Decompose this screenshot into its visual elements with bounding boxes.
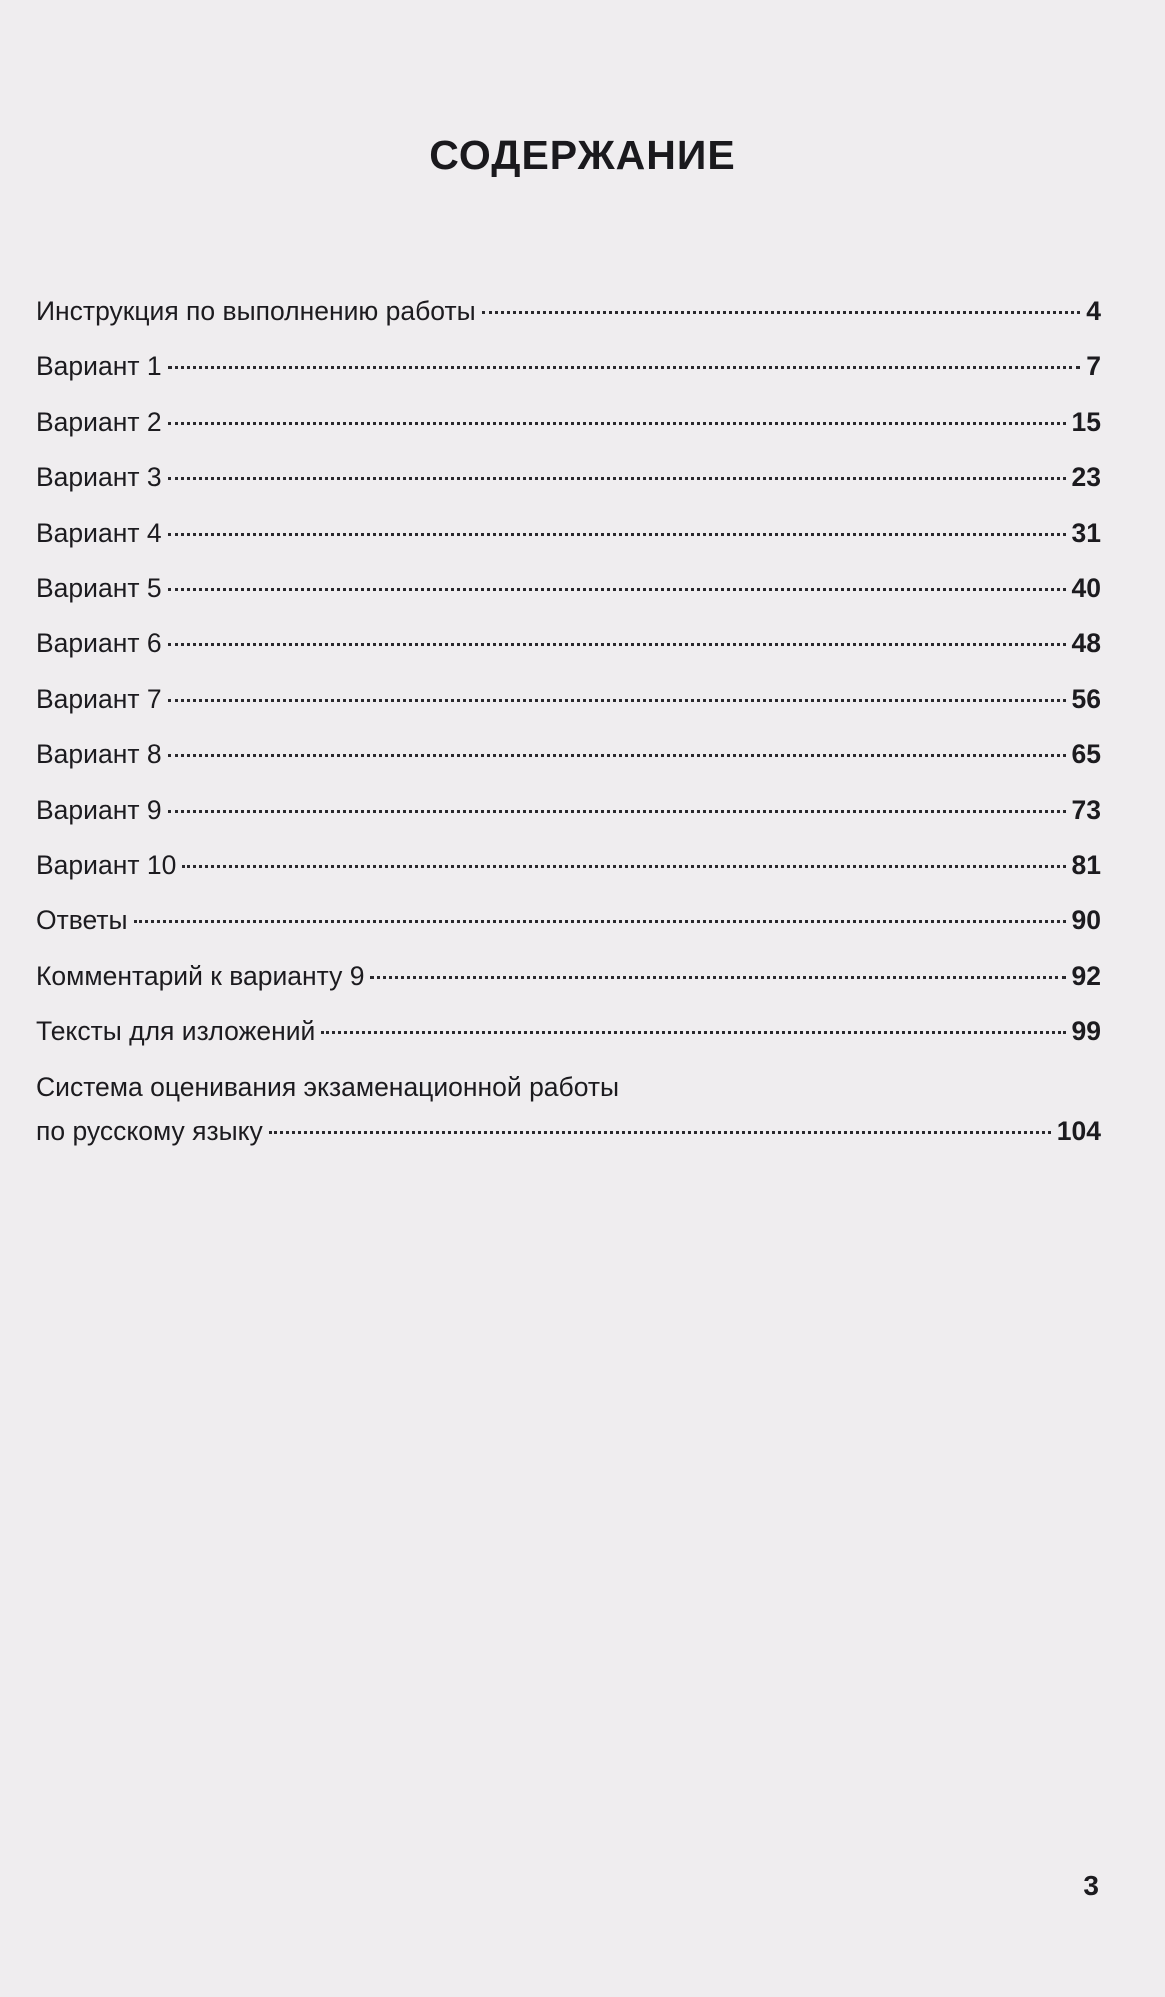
toc-entry-page: 48 — [1071, 628, 1101, 659]
dot-leader — [482, 311, 1081, 314]
toc-entry — [36, 450, 1101, 505]
dot-leader — [168, 643, 1066, 646]
page-heading: СОДЕРЖАНИЕ — [429, 132, 736, 178]
dot-leader — [182, 865, 1065, 868]
page-number: 3 — [1083, 1870, 1099, 1901]
toc-entry-page: 31 — [1071, 517, 1101, 548]
table-of-contents — [36, 284, 1101, 1155]
toc-entry-title: Вариант 7 — [36, 683, 162, 714]
toc-entry-page: 92 — [1071, 960, 1101, 991]
toc-entry-title: Вариант 5 — [36, 572, 162, 603]
dot-leader — [321, 1031, 1065, 1034]
toc-entry-page: 104 — [1056, 1116, 1101, 1147]
toc-entry-page: 7 — [1086, 351, 1101, 382]
toc-entry — [36, 893, 1101, 948]
toc-entry — [36, 672, 1101, 727]
toc-entry — [36, 838, 1101, 893]
toc-entry — [36, 783, 1101, 838]
toc-entry-title: Вариант 9 — [36, 794, 162, 825]
dot-leader — [269, 1131, 1051, 1134]
toc-entry-page: 4 — [1086, 296, 1101, 326]
dot-leader — [168, 699, 1066, 702]
toc-entry-page: 90 — [1071, 905, 1101, 936]
toc-entry-title: Инструкция по выполнению работы — [36, 296, 476, 326]
toc-entry-multiline — [36, 1065, 1101, 1155]
dot-leader — [168, 533, 1066, 536]
dot-leader — [168, 422, 1066, 425]
toc-entry-page: 81 — [1071, 849, 1101, 880]
toc-entry — [36, 284, 1101, 339]
toc-entry-title-line2: по русскому языку — [36, 1116, 263, 1147]
toc-entry-title: Тексты для изложений — [36, 1016, 316, 1047]
toc-entry-title: Комментарий к варианту 9 — [36, 960, 365, 991]
toc-entry-page: 23 — [1071, 462, 1101, 493]
toc-entry-page: 99 — [1071, 1016, 1101, 1047]
toc-entry-title: Вариант 6 — [36, 628, 162, 659]
toc-entry-page: 56 — [1071, 683, 1101, 714]
toc-entry — [36, 616, 1101, 671]
toc-entry-title: Вариант 10 — [36, 849, 177, 880]
toc-entry-title: Вариант 1 — [36, 351, 162, 382]
toc-entry — [36, 1004, 1101, 1059]
dot-leader — [370, 976, 1065, 979]
toc-entry-title: Ответы — [36, 905, 128, 936]
dot-leader — [168, 754, 1066, 757]
toc-entry-page: 73 — [1071, 794, 1101, 825]
dot-leader — [134, 920, 1066, 923]
toc-entry-title: Вариант 3 — [36, 462, 162, 493]
toc-entry-title: Вариант 2 — [36, 406, 162, 437]
toc-entry-title-line1: Система оценивания экзаменационной работы — [36, 1072, 620, 1103]
toc-entry-title: Вариант 4 — [36, 517, 162, 548]
toc-entry-page: 40 — [1071, 572, 1101, 603]
toc-entry-page: 65 — [1071, 739, 1101, 770]
toc-entry — [36, 339, 1101, 394]
toc-entry — [36, 395, 1101, 450]
toc-entry — [36, 949, 1101, 1004]
dot-leader — [168, 588, 1066, 591]
toc-entry-page: 15 — [1071, 406, 1101, 437]
toc-entry — [36, 561, 1101, 616]
toc-entry-title: Вариант 8 — [36, 739, 162, 770]
dot-leader — [168, 810, 1066, 813]
toc-entry — [36, 727, 1101, 782]
dot-leader — [168, 477, 1066, 480]
dot-leader — [168, 366, 1081, 369]
toc-entry — [36, 506, 1101, 561]
